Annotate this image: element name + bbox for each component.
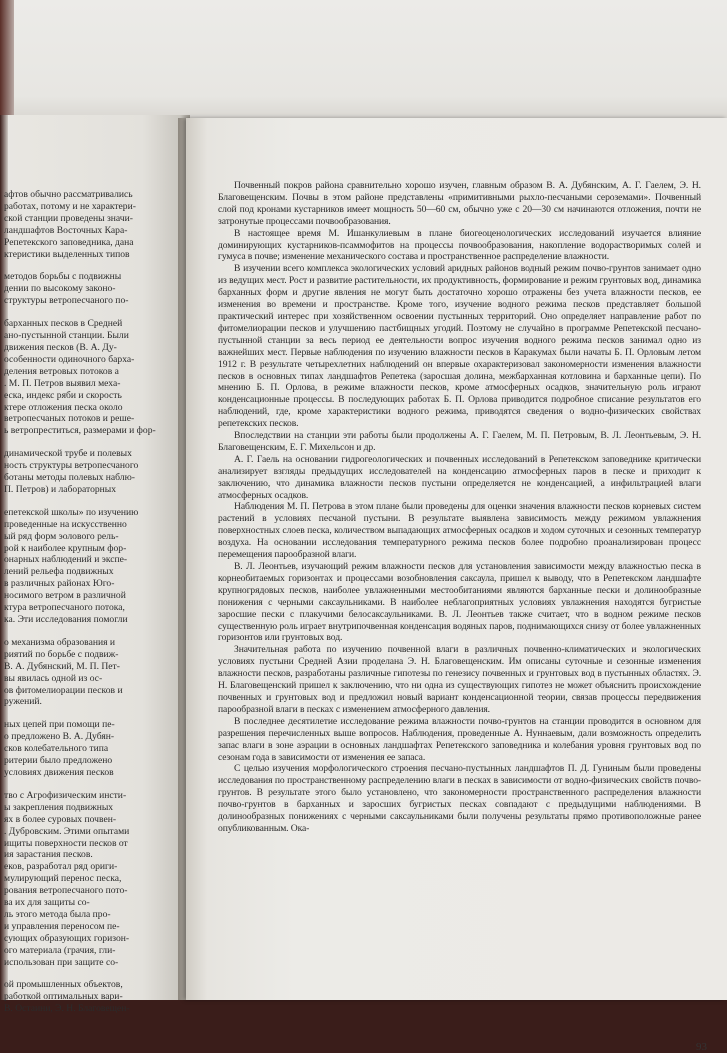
text-line: ктеристики выделенных типов — [4, 248, 130, 260]
text-line: ветропесчаных потоков и реше- — [4, 413, 135, 425]
text-line: и управления переносом пе- — [4, 920, 120, 932]
paragraph: С целью изучения морфологического строения песчано-пустынных ландшафтов П. Д. Гуниным были проведены исследования по пространственному распределению влаги в песках в зависимости от водно-физических свойств почво-грунтов. В результате этого было установлено, что закономерности пространственного распределения влажности почво-грунтов в барханных и заросших бугристых песках совпадают с предыдущими наблюдениями. В долинообразных понижениях с черными саксаульниками были получены результаты прямо противоположные ранее опубликованным. Ока- — [218, 763, 701, 834]
text-line: работкой оптимальных вари- — [4, 991, 123, 1003]
paragraph: Почвенный покров района сравнительно хорошо изучен, главным образом В. А. Дубянским, А. Г. Гаелем, Э. Н. Благовещенским. Почвы в этом районе представлены «примитивными рыхло-песчаными сероземами». Почвенный слой под кронами кустарников имеет мощность 50—60 см, обычно уже с 20—30 см начинаются отложения, почти не затронутые процессами почвообразования. — [218, 180, 701, 227]
line-gap — [4, 626, 180, 637]
text-line: ищиты поверхности песков от — [4, 837, 128, 849]
scan-background-top — [0, 0, 727, 120]
text-line: рой к наиболее крупным фор- — [4, 542, 127, 554]
text-line: В. Остаини, Э. Н. Благовещен- — [4, 1003, 130, 1015]
paragraph: Наблюдения М. П. Петрова в этом плане были проведены для оценки значения влажности песков корневых систем растений в условиях песчаной пустыни. В результате выявлена зависимость между режимом увлажнения поверхностных слоев песка, количеством выпадающих атмосферных осадков и ходом суточных и сезонных температур воздуха. На основании исследования температурного режима песков более подробно проанализирован процесс перемещения парообразной влаги. — [218, 501, 701, 561]
paragraph: В. Л. Леонтьев, изучающий режим влажности песков для установления зависимости между влажностью песка в корнеобитаемых горизонтах и процессами возобновления саксаула, пришел к выводу, что в Репетекском ландшафте крупногрядовых песков, наиболее увлажненными местообитаниями являются барханные пески и долинообразные понижения с черными саксаульниками. В наиболее неблагоприятных условиях увлажнения находятся бугристые заросшие пески с плакучими белосаксаульниками. В. Л. Леонтьев также считает, что в водном режиме песков существенную роль играет внутрипочвенная конденсация водяных паров, поднимающихся снизу от более увлажненных горизонтов или грунтовых вод. — [218, 561, 701, 644]
text-line: тво с Агрофизическим инсти- — [4, 789, 127, 801]
text-line: лений рельефа подвижных — [4, 566, 114, 578]
text-line: мулирующий перенос песка, — [4, 873, 122, 885]
text-line: ритерии было предложено — [4, 755, 113, 767]
paragraph: В последнее десятилетие исследование режима влажности почво-грунтов на станции проводится в основном для разрешения перечисленных выше вопросов. Наблюдения, проведенные А. Нуннаевым, дали возможность определить запас влаги в зоне аэрации в основных ландшафтах Репетекского заповедника и колебания уровня грунтовых вод по сезонам года в зависимости от изменения ее запаса. — [218, 715, 701, 763]
right-page-text — [218, 180, 701, 835]
text-line: ано-пустынной станции. Были — [4, 330, 129, 342]
text-line: использован при защите со- — [4, 956, 119, 968]
text-line: сков колебательного типа — [4, 743, 109, 755]
text-line: ктере отложения песка около — [4, 401, 123, 413]
line-gap — [4, 708, 180, 719]
paragraph: В изучении всего комплекса экологических условий аридных районов водный режим почво-грунтов занимает одно из ведущих мест. Рост и развитие растительности, их продуктивность, формирование и режим грунтовых вод, динамика барханных форм и другие явления не могут быть достаточно хорошо отражены без учета влажности песков, ее изменения во времени и пространстве. Кроме того, изучение водного режима песков представляет большой практический интерес при хозяйственном освоении пустынных территорий. Оно определяет направление работ по фитомелиорации песков и улучшению пастбищных угодий. Поэтому не случайно в программе Репетекской песчано-пустынной станции за весь период ее деятельности вопрос изучения водного режима песков занимал одно из важнейших мест. Первые наблюдения по изучению влажности песков в Каракумах были начаты Б. П. Орловым летом 1912 г. В результате четырехлетних наблюдений он впервые охарактеризовал закономерности изменения влажности песков в основных типах ландшафтов Репетека (заросшая долина, межбарханная котловина и барханные цепи). По мнению Б. П. Орлова, в режиме влажности песков, кроме атмосферных осадков, значительную роль играют конденсационные процессы. В последующих работах Б. П. Орлова приводится подробное списание результатов его наблюдений, где, кроме характеристики водного режима, приводятся сведения о водно-физических свойствах репетекских песков. — [218, 263, 701, 430]
text-line: ль этого метода была про- — [4, 908, 111, 920]
line-gap — [4, 496, 180, 507]
shadow-edge — [0, 0, 14, 120]
text-line: вы явилась одной из ос- — [4, 672, 103, 684]
text-line: ва их для защиты со- — [4, 897, 90, 909]
text-line: о предложено В. А. Дубян- — [4, 731, 115, 743]
text-line: рования ветропесчаного пото- — [4, 885, 128, 897]
text-line: ных цепей при помощи пе- — [4, 719, 115, 731]
text-line: условиях движения песков — [4, 766, 114, 778]
text-line: риятий по борьбе с подвиж- — [4, 648, 119, 660]
left-page — [0, 115, 190, 1015]
left-page-text — [4, 189, 180, 1015]
text-line: еска, индекс ряби и скорость — [4, 389, 122, 401]
text-line: ка. Эти исследования помогли — [4, 614, 128, 625]
line-gap — [4, 968, 180, 979]
text-line: ого материала (грачия, гли- — [4, 944, 116, 956]
text-line: носимого ветром в различной — [4, 590, 126, 602]
text-line: Репетекского заповедника, дана — [4, 236, 134, 248]
paragraph: А. Г. Гаель на основании гидрогеологических и почвенных исследований в Репетекском заповеднике критически анализирует взгляды предыдущих исследователей на конденсацию атмосферных паров в песке и приходит к заключению, что динамика влажности песков пустыни определяется не конденсацией, а инфильтрацией влаги атмосферных осадков. — [218, 453, 701, 501]
text-line: барханных песков в Средней — [4, 318, 123, 330]
text-line: онарных наблюдений и экспе- — [4, 554, 128, 566]
text-line: методов борьбы с подвижны — [4, 271, 122, 283]
text-line: епетекской школы» по изучению — [4, 506, 139, 518]
line-gap — [4, 779, 180, 790]
text-line: ия зарастания песков. — [4, 849, 93, 861]
text-line: особенности одиночного барха- — [4, 353, 135, 365]
text-line: работах, потому и не характери- — [4, 200, 136, 212]
page-number: 93 — [696, 1041, 707, 1053]
text-line: движения песков (В. А. Ду- — [4, 341, 117, 353]
line-gap — [4, 437, 180, 448]
text-line: . М. П. Петров выявил меха- — [4, 377, 121, 389]
paragraph: В настоящее время М. Ишанкулиевым в плане биогеоценологических исследований изучается влияние доминирующих кустарников-псаммофитов на процессы почвообразования, накопление водорастворимых солей и гумуса в почве; изменение механического состава и пространственное распределение влажности. — [218, 227, 701, 263]
text-line: ружений. — [4, 696, 42, 708]
text-line: еков, разработал ряд ориги- — [4, 861, 118, 873]
text-line: проведенные на искусственно — [4, 518, 127, 530]
text-line: П. Петров) и лабораторных — [4, 483, 117, 495]
text-line: дении по высокому законо- — [4, 283, 116, 295]
text-line: ботаны методы полевых наблю- — [4, 472, 135, 484]
text-line: ктура ветропесчаного потока, — [4, 602, 125, 614]
text-line: ях в более суровых почвен- — [4, 813, 117, 825]
text-line: структуры ветропесчаного по- — [4, 295, 129, 307]
text-line: афтов обычно рассматривались — [4, 189, 133, 200]
text-line: ность структуры ветропесчаного — [4, 460, 139, 472]
line-gap — [4, 260, 180, 271]
right-page — [186, 118, 727, 1053]
line-gap — [4, 307, 180, 318]
text-line: ландшафтов Восточных Кара- — [4, 224, 128, 236]
text-line: динамической трубе и полевых — [4, 448, 132, 460]
text-line: ской станции проведены значи- — [4, 212, 133, 224]
text-line: о механизма образования и — [4, 636, 116, 648]
text-line: . Дубровским. Этими опытами — [4, 825, 130, 837]
paragraph: Значительная работа по изучению почвенной влаги в различных почвенно-климатических и экологических условиях пустыни Средней Азии проделана Э. Н. Благовещенским. Им описаны суточные и сезонные изменения влажности песков, разработаны различные гипотезы по генезису почвенных и грунтовых вод в пустынных областях. Э. Н. Благовещенский пришел к заключению, что ни одна из существующих гипотез не может объяснить происхождение почвенных и грунтовых вод и предложил новый вариант конденсационной теории, связав процессы передвижения парообразной влаги в песках с изменением атмосферного давления. — [218, 644, 701, 715]
text-line: В. А. Дубянский, М. П. Пет- — [4, 660, 120, 672]
text-line: ой промышленных объектов, — [4, 979, 123, 991]
text-line: сующих образующих горизон- — [4, 932, 130, 944]
text-line: деления ветровых потоков а — [4, 365, 119, 377]
text-line: ый ряд форм эолового рель- — [4, 530, 119, 542]
text-line: ь ветропреститься, размерами и фор- — [4, 425, 156, 437]
text-line: ы закрепления подвижных — [4, 801, 114, 813]
text-line: ов фитомелиорации песков и — [4, 684, 123, 696]
paragraph: Впоследствии на станции эти работы были продолжены А. Г. Гаелем, М. П. Петровым, В. Л. Леонтьевым, Э. Н. Благовещенским, Е. Г. Михельсон и др. — [218, 430, 701, 453]
text-line: в различных районах Юго- — [4, 578, 115, 590]
